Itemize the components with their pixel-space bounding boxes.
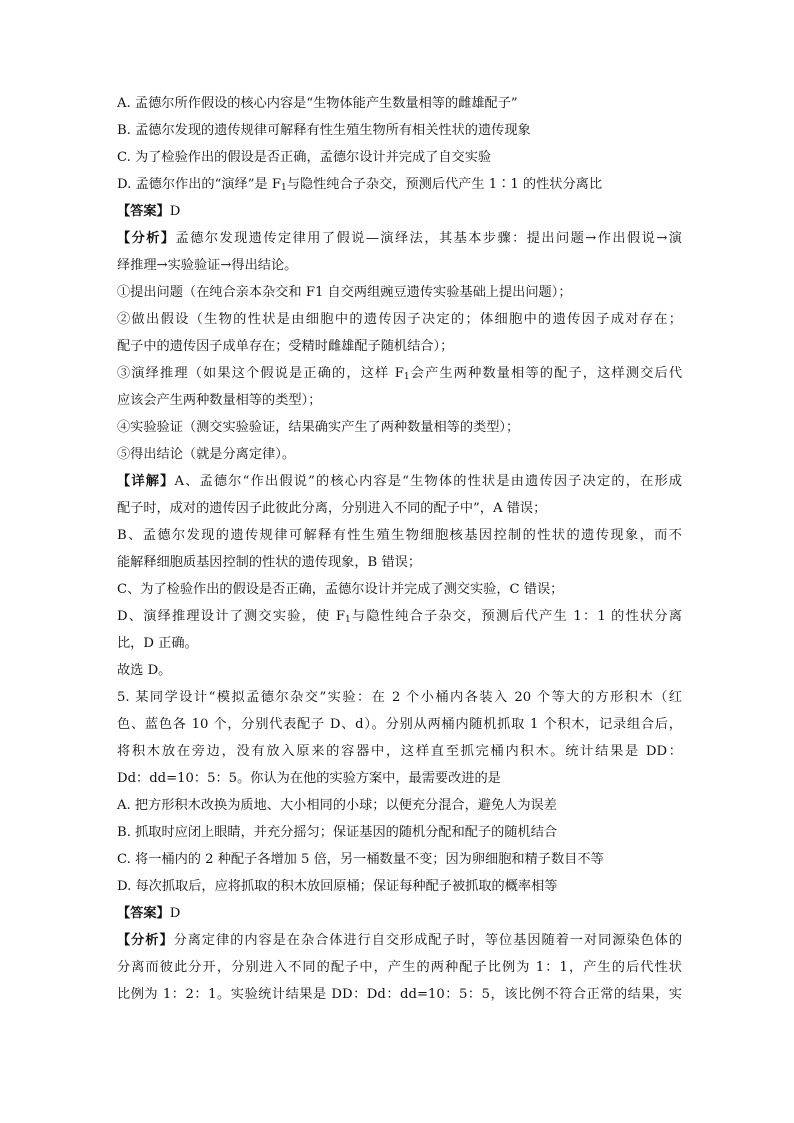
text-line	[117, 954, 682, 981]
line-text: 配子中的遗传因子成单存在；受精时雌雄配子随机结合）；	[117, 339, 454, 354]
text-line	[117, 306, 682, 333]
text-line	[117, 252, 682, 279]
line-text: 与隐性纯合子杂交，预测后代产生 1：1 的性状分离	[350, 609, 682, 624]
line-text: 与隐性纯合子杂交，预测后代产生 1∶1 的性状分离比	[286, 177, 603, 192]
line-text: ④实验验证（测交实验验证，结果确实产生了两种数量相等的类型）；	[117, 420, 520, 435]
text-line	[117, 414, 682, 441]
text-line	[117, 927, 682, 954]
text-line	[117, 765, 682, 792]
text-line	[117, 117, 682, 144]
line-text: 配子时，成对的遗传因子此彼此分离，分别进入不同的配子中”，A 错误；	[117, 501, 547, 516]
section-label: 【答案】	[117, 906, 170, 921]
text-line	[117, 846, 682, 873]
text-line	[117, 360, 682, 387]
section-label: 【答案】	[117, 204, 170, 219]
line-text: 比例为 1：2：1。实验统计结果是 DD：Dd：dd=10：5：5，该比例不符合正常的结果，实	[117, 987, 682, 1002]
line-text: A. 孟德尔所作假设的核心内容是“生物体能产生数量相等的雌雄配子”	[117, 96, 518, 111]
line-text: C. 为了检验作出的假设是否正确，孟德尔设计并完成了自交实验	[117, 150, 492, 165]
text-line	[117, 495, 682, 522]
line-text: A、孟德尔“作出假说”的核心内容是“生物体的性状是由遗传因子决定的，在形成	[174, 474, 682, 489]
text-line	[117, 873, 682, 900]
text-line	[117, 333, 682, 360]
text-line	[117, 225, 682, 252]
text-line	[117, 819, 682, 846]
text-line	[117, 792, 682, 819]
line-text: 孟德尔发现遗传定律用了假说—演绎法，其基本步骤：提出问题→作出假说→演	[175, 231, 682, 246]
line-text: ①提出问题（在纯合亲本杂交和 F1 自交两组豌豆遗传实验基础上提出问题）；	[117, 285, 572, 300]
text-line	[117, 630, 682, 657]
line-text: C、为了检验作出的假设是否正确，孟德尔设计并完成了测交实验，C 错误；	[117, 582, 564, 597]
subscript: 1	[403, 372, 410, 382]
text-line	[117, 981, 682, 1008]
text-line	[117, 198, 682, 225]
text-line	[117, 603, 682, 630]
line-text: D. 每次抓取后，应将抓取的积木放回原桶；保证每种配子被抓取的概率相等	[117, 879, 558, 894]
text-line	[117, 549, 682, 576]
text-line	[117, 522, 682, 549]
text-line	[117, 387, 682, 414]
text-line	[117, 738, 682, 765]
line-text: 分离而彼此分开，分别进入不同的配子中，产生的两种配子比例为 1：1，产生的后代性状	[117, 960, 682, 975]
section-label: 【详解】	[117, 474, 175, 489]
line-text: ②做出假设（生物的性状是由细胞中的遗传因子决定的；体细胞中的遗传因子成对存在；	[117, 312, 682, 327]
line-text: 色、蓝色各 10 个，分别代表配子 D、d）。分别从两桶内随机抓取 1 个积木，记录组合后，	[117, 717, 682, 732]
text-line	[117, 576, 682, 603]
line-text: D	[169, 204, 181, 219]
text-line	[117, 468, 682, 495]
line-text: 应该会产生两种数量相等的类型）；	[117, 393, 322, 408]
subscript: 1	[281, 183, 287, 193]
line-text: 绎推理→实验验证→得出结论。	[117, 258, 298, 273]
text-line	[117, 900, 682, 927]
text-line	[117, 144, 682, 171]
line-text: 5. 某同学设计“模拟孟德尔杂交”实验：在 2 个小桶内各装入 20 个等大的方形积木（红	[117, 690, 682, 705]
line-text: 比，D 正确。	[117, 636, 198, 651]
text-line	[117, 657, 682, 684]
text-line	[117, 90, 682, 117]
line-text: ⑤得出结论（就是分离定律）。	[117, 447, 296, 462]
text-line	[117, 279, 682, 306]
text-line	[117, 171, 682, 198]
line-text: 将积木放在旁边，没有放入原来的容器中，这样直至抓完桶内积木。统计结果是 DD：	[117, 744, 682, 759]
line-text: B、孟德尔发现的遗传规律可解释有性生殖生物细胞核基因控制的性状的遗传现象，而不	[117, 528, 682, 543]
line-text: C. 将一桶内的 2 种配子各增加 5 倍，另一桶数量不变；因为卵细胞和精子数目不等	[117, 852, 604, 867]
line-text: B. 孟德尔发现的遗传规律可解释有性生殖生物所有相关性状的遗传现象	[117, 123, 531, 138]
text-line	[117, 684, 682, 711]
line-text: A. 把方形积木改换为质地、大小相同的小球；以便充分混合，避免人为误差	[117, 798, 557, 813]
line-text: D. 孟德尔作出的“演绎”是 F	[117, 177, 281, 192]
document-page	[117, 90, 682, 1008]
line-text: ③演绎推理（如果这个假说是正确的，这样 F	[117, 366, 404, 381]
line-text: 会产生两种数量相等的配子，这样测交后代	[409, 366, 683, 381]
section-label: 【分析】	[117, 231, 176, 246]
line-text: B. 抓取时应闭上眼睛，并充分摇匀；保证基因的随机分配和配子的随机结合	[117, 825, 558, 840]
line-text: D	[169, 906, 181, 921]
section-label: 【分析】	[117, 933, 174, 948]
text-line	[117, 711, 682, 738]
line-text: D、演绎推理设计了测交实验，使 F	[117, 609, 345, 624]
line-text: 分离定律的内容是在杂合体进行自交形成配子时，等位基因随着一对同源染色体的	[173, 933, 683, 948]
line-text: Dd：dd=10：5：5。你认为在他的实验方案中，最需要改进的是	[117, 771, 501, 786]
subscript: 1	[344, 615, 351, 625]
text-line	[117, 441, 682, 468]
line-text: 能解释细胞质基因控制的性状的遗传现象，B 错误；	[117, 555, 422, 570]
line-text: 故选 D。	[117, 663, 172, 678]
